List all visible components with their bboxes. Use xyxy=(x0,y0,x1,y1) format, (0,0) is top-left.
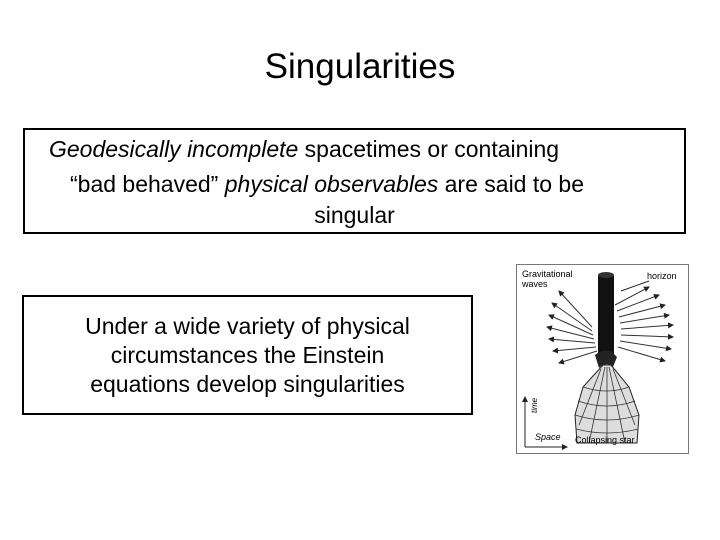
definition-box xyxy=(23,128,686,234)
slide-title: Singularities xyxy=(264,47,456,86)
right-wave-arrows xyxy=(615,287,673,361)
label-time: time xyxy=(530,397,539,413)
label-collapsing-star: Collapsing star xyxy=(575,435,635,445)
horizon-top xyxy=(598,272,614,278)
definition-italic-term-2: physical observables xyxy=(224,171,439,197)
label-gravitational: Gravitational xyxy=(522,269,573,279)
definition-line-1 xyxy=(49,135,559,164)
horizon-column xyxy=(598,275,614,355)
label-horizon: horizon xyxy=(647,271,677,281)
definition-line-2 xyxy=(70,170,584,199)
left-wave-arrows xyxy=(547,291,597,363)
statement-line-2: circumstances the Einstein xyxy=(110,342,385,368)
definition-text-2a: “bad behaved” xyxy=(70,171,225,197)
statement-box xyxy=(22,295,473,415)
label-space: Space xyxy=(535,432,561,442)
collapsing-star-figure xyxy=(516,264,689,454)
definition-line-3: singular xyxy=(314,202,395,228)
definition-text-1: spacetimes or containing xyxy=(298,136,560,162)
label-waves: waves xyxy=(522,279,548,289)
collapsing-star-illustration xyxy=(517,265,689,454)
statement-line-1: Under a wide variety of physical xyxy=(85,313,410,339)
definition-text-2b: are said to be xyxy=(438,171,585,197)
statement-line-3: equations develop singularities xyxy=(90,371,405,397)
definition-italic-term-1: Geodesically incomplete xyxy=(49,136,299,162)
